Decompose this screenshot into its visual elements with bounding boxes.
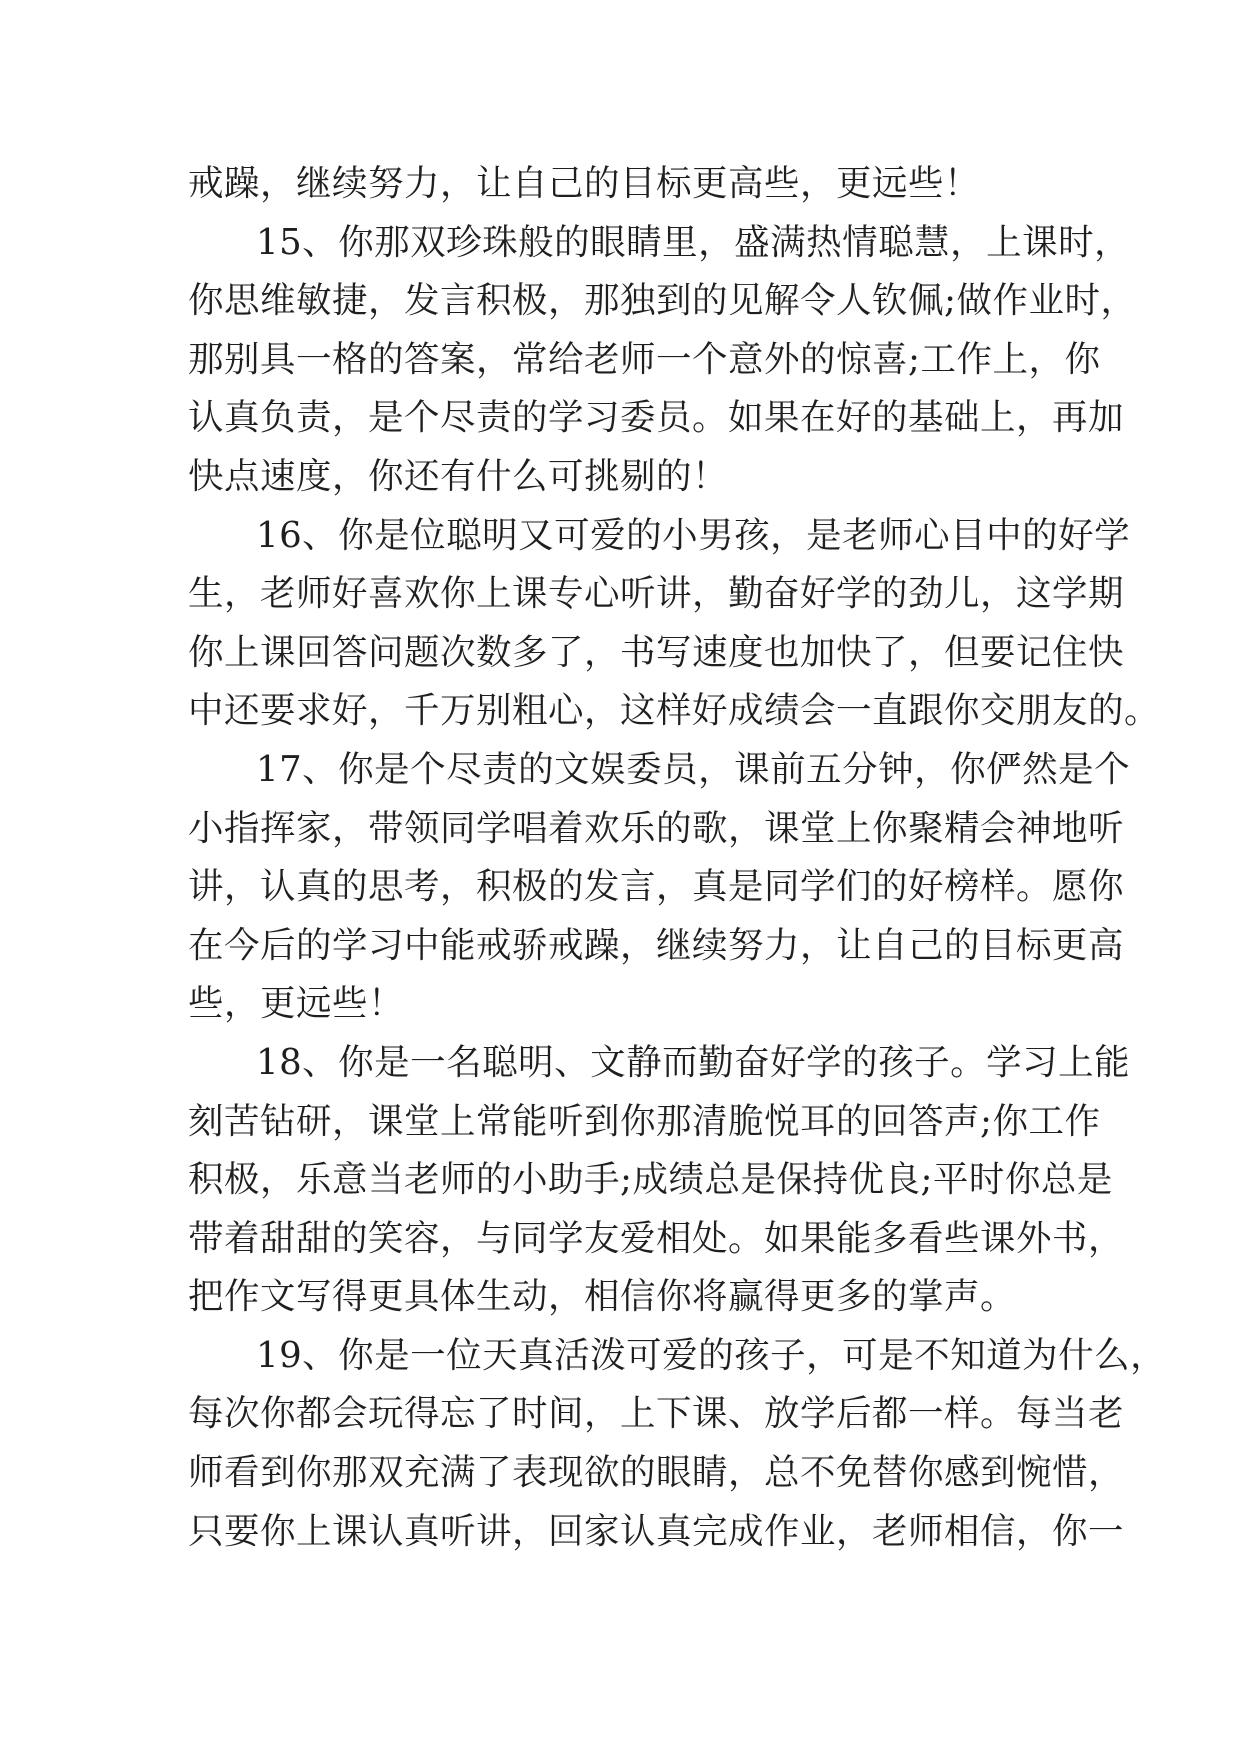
text-line: 你思维敏捷，发言积极，那独到的见解令人钦佩;做作业时，: [188, 280, 1137, 322]
paragraph-18-start: 18、你是一名聪明、文静而勤奋好学的孩子。学习上能: [256, 1041, 1131, 1083]
text-line: 中还要求好，千万别粗心，这样好成绩会一直跟你交朋友的。: [188, 690, 1161, 732]
text-line: 你上课回答问题次数多了，书写速度也加快了，但要记住快: [188, 631, 1125, 673]
text-line: 认真负责，是个尽责的学习委员。如果在好的基础上，再加: [188, 397, 1125, 439]
document-body: [188, 155, 1167, 1561]
text-line: 快点速度，你还有什么可挑剔的！: [188, 455, 729, 497]
paragraph-16-start: 16、你是位聪明又可爱的小男孩，是老师心目中的好学: [256, 514, 1131, 556]
text-line: 讲，认真的思考，积极的发言，真是同学们的好榜样。愿你: [188, 866, 1125, 908]
text-line: 那别具一格的答案，常给老师一个意外的惊喜;工作上，你: [188, 338, 1101, 380]
paragraph-17-start: 17、你是个尽责的文娱委员，课前五分钟，你俨然是个: [256, 748, 1131, 790]
text-line: 戒躁，继续努力，让自己的目标更高些，更远些！: [188, 163, 981, 204]
text-line: 些，更远些！: [188, 983, 405, 1025]
text-line: 生，老师好喜欢你上课专心听讲，勤奋好学的劲儿，这学期: [188, 573, 1125, 615]
text-line: 师看到你那双充满了表现欲的眼睛，总不免替你感到惋惜，: [188, 1452, 1125, 1494]
text-line: 积极，乐意当老师的小助手;成绩总是保持优良;平时你总是: [188, 1159, 1113, 1201]
paragraph-19-start: 19、你是一位天真活泼可爱的孩子，可是不知道为什么，: [256, 1334, 1167, 1376]
paragraph-15-start: 15、你那双珍珠般的眼睛里，盛满热情聪慧，上课时，: [256, 221, 1131, 263]
text-line: 在今后的学习中能戒骄戒躁，继续努力，让自己的目标更高: [188, 924, 1125, 966]
text-line: 小指挥家，带领同学唱着欢乐的歌，课堂上你聚精会神地听: [188, 807, 1125, 849]
text-line: 每次你都会玩得忘了时间，上下课、放学后都一样。每当老: [188, 1393, 1125, 1435]
text-line: 带着甜甜的笑容，与同学友爱相处。如果能多看些课外书，: [188, 1217, 1125, 1259]
text-line: 只要你上课认真听讲，回家认真完成作业，老师相信，你一: [188, 1510, 1125, 1552]
text-line: 把作文写得更具体生动，相信你将赢得更多的掌声。: [188, 1276, 1017, 1318]
text-line: 刻苦钻研，课堂上常能听到你那清脆悦耳的回答声;你工作: [188, 1100, 1101, 1142]
